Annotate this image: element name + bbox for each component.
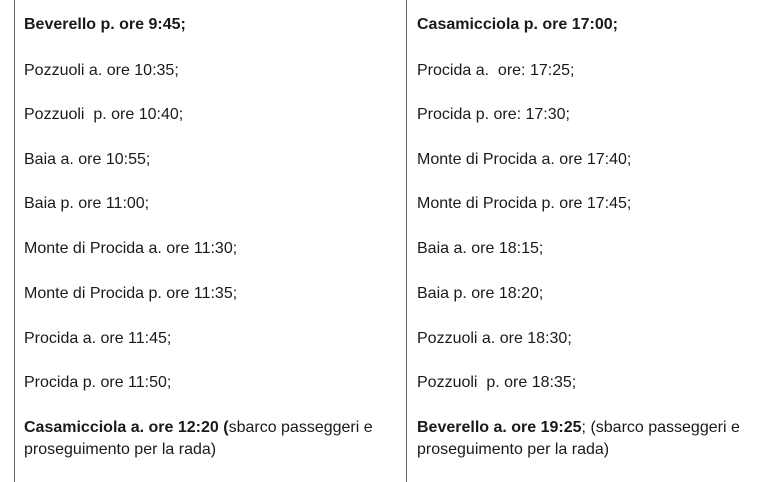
schedule-stop: Pozzuoli a. ore 10:35; <box>24 62 179 79</box>
outbound-departure-header: Beverello p. ore 9:45; <box>24 16 186 33</box>
schedule-stop: Procida a. ore 11:45; <box>24 330 172 347</box>
schedule-stop: Pozzuoli p. ore 10:40; <box>24 106 184 123</box>
schedule-stop: Baia a. ore 10:55; <box>24 151 151 168</box>
table-border-middle <box>406 0 407 482</box>
schedule-stop: Monte di Procida p. ore 11:35; <box>24 285 238 302</box>
schedule-stop: Pozzuoli a. ore 18:30; <box>417 330 572 347</box>
schedule-stop: Baia a. ore 18:15; <box>417 240 544 257</box>
schedule-stop: Monte di Procida p. ore 17:45; <box>417 195 632 212</box>
outbound-arrival-note <box>24 417 384 461</box>
return-arrival-bold: Beverello a. ore 19:25 <box>417 419 582 436</box>
return-arrival-text: ; (sbarco passeggeri e proseguimento per la rada) <box>417 419 740 458</box>
outbound-arrival-bold: Casamicciola a. ore 12:20 ( <box>24 419 229 436</box>
return-departure-header: Casamicciola p. ore 17:00; <box>417 16 618 33</box>
schedule-stop: Pozzuoli p. ore 18:35; <box>417 374 577 391</box>
schedule-stop: Baia p. ore 18:20; <box>417 285 544 302</box>
schedule-stop: Monte di Procida a. ore 11:30; <box>24 240 238 257</box>
table-border-left <box>14 0 15 482</box>
schedule-stop: Procida a. ore: 17:25; <box>417 62 575 79</box>
schedule-stop: Procida p. ore: 17:30; <box>417 106 570 123</box>
schedule-stop: Monte di Procida a. ore 17:40; <box>417 151 632 168</box>
schedule-stop: Procida p. ore 11:50; <box>24 374 172 391</box>
return-arrival-note <box>417 417 757 461</box>
outbound-arrival-text: sbarco passeggeri e proseguimento per la rada) <box>24 419 373 458</box>
schedule-stop: Baia p. ore 11:00; <box>24 195 150 212</box>
